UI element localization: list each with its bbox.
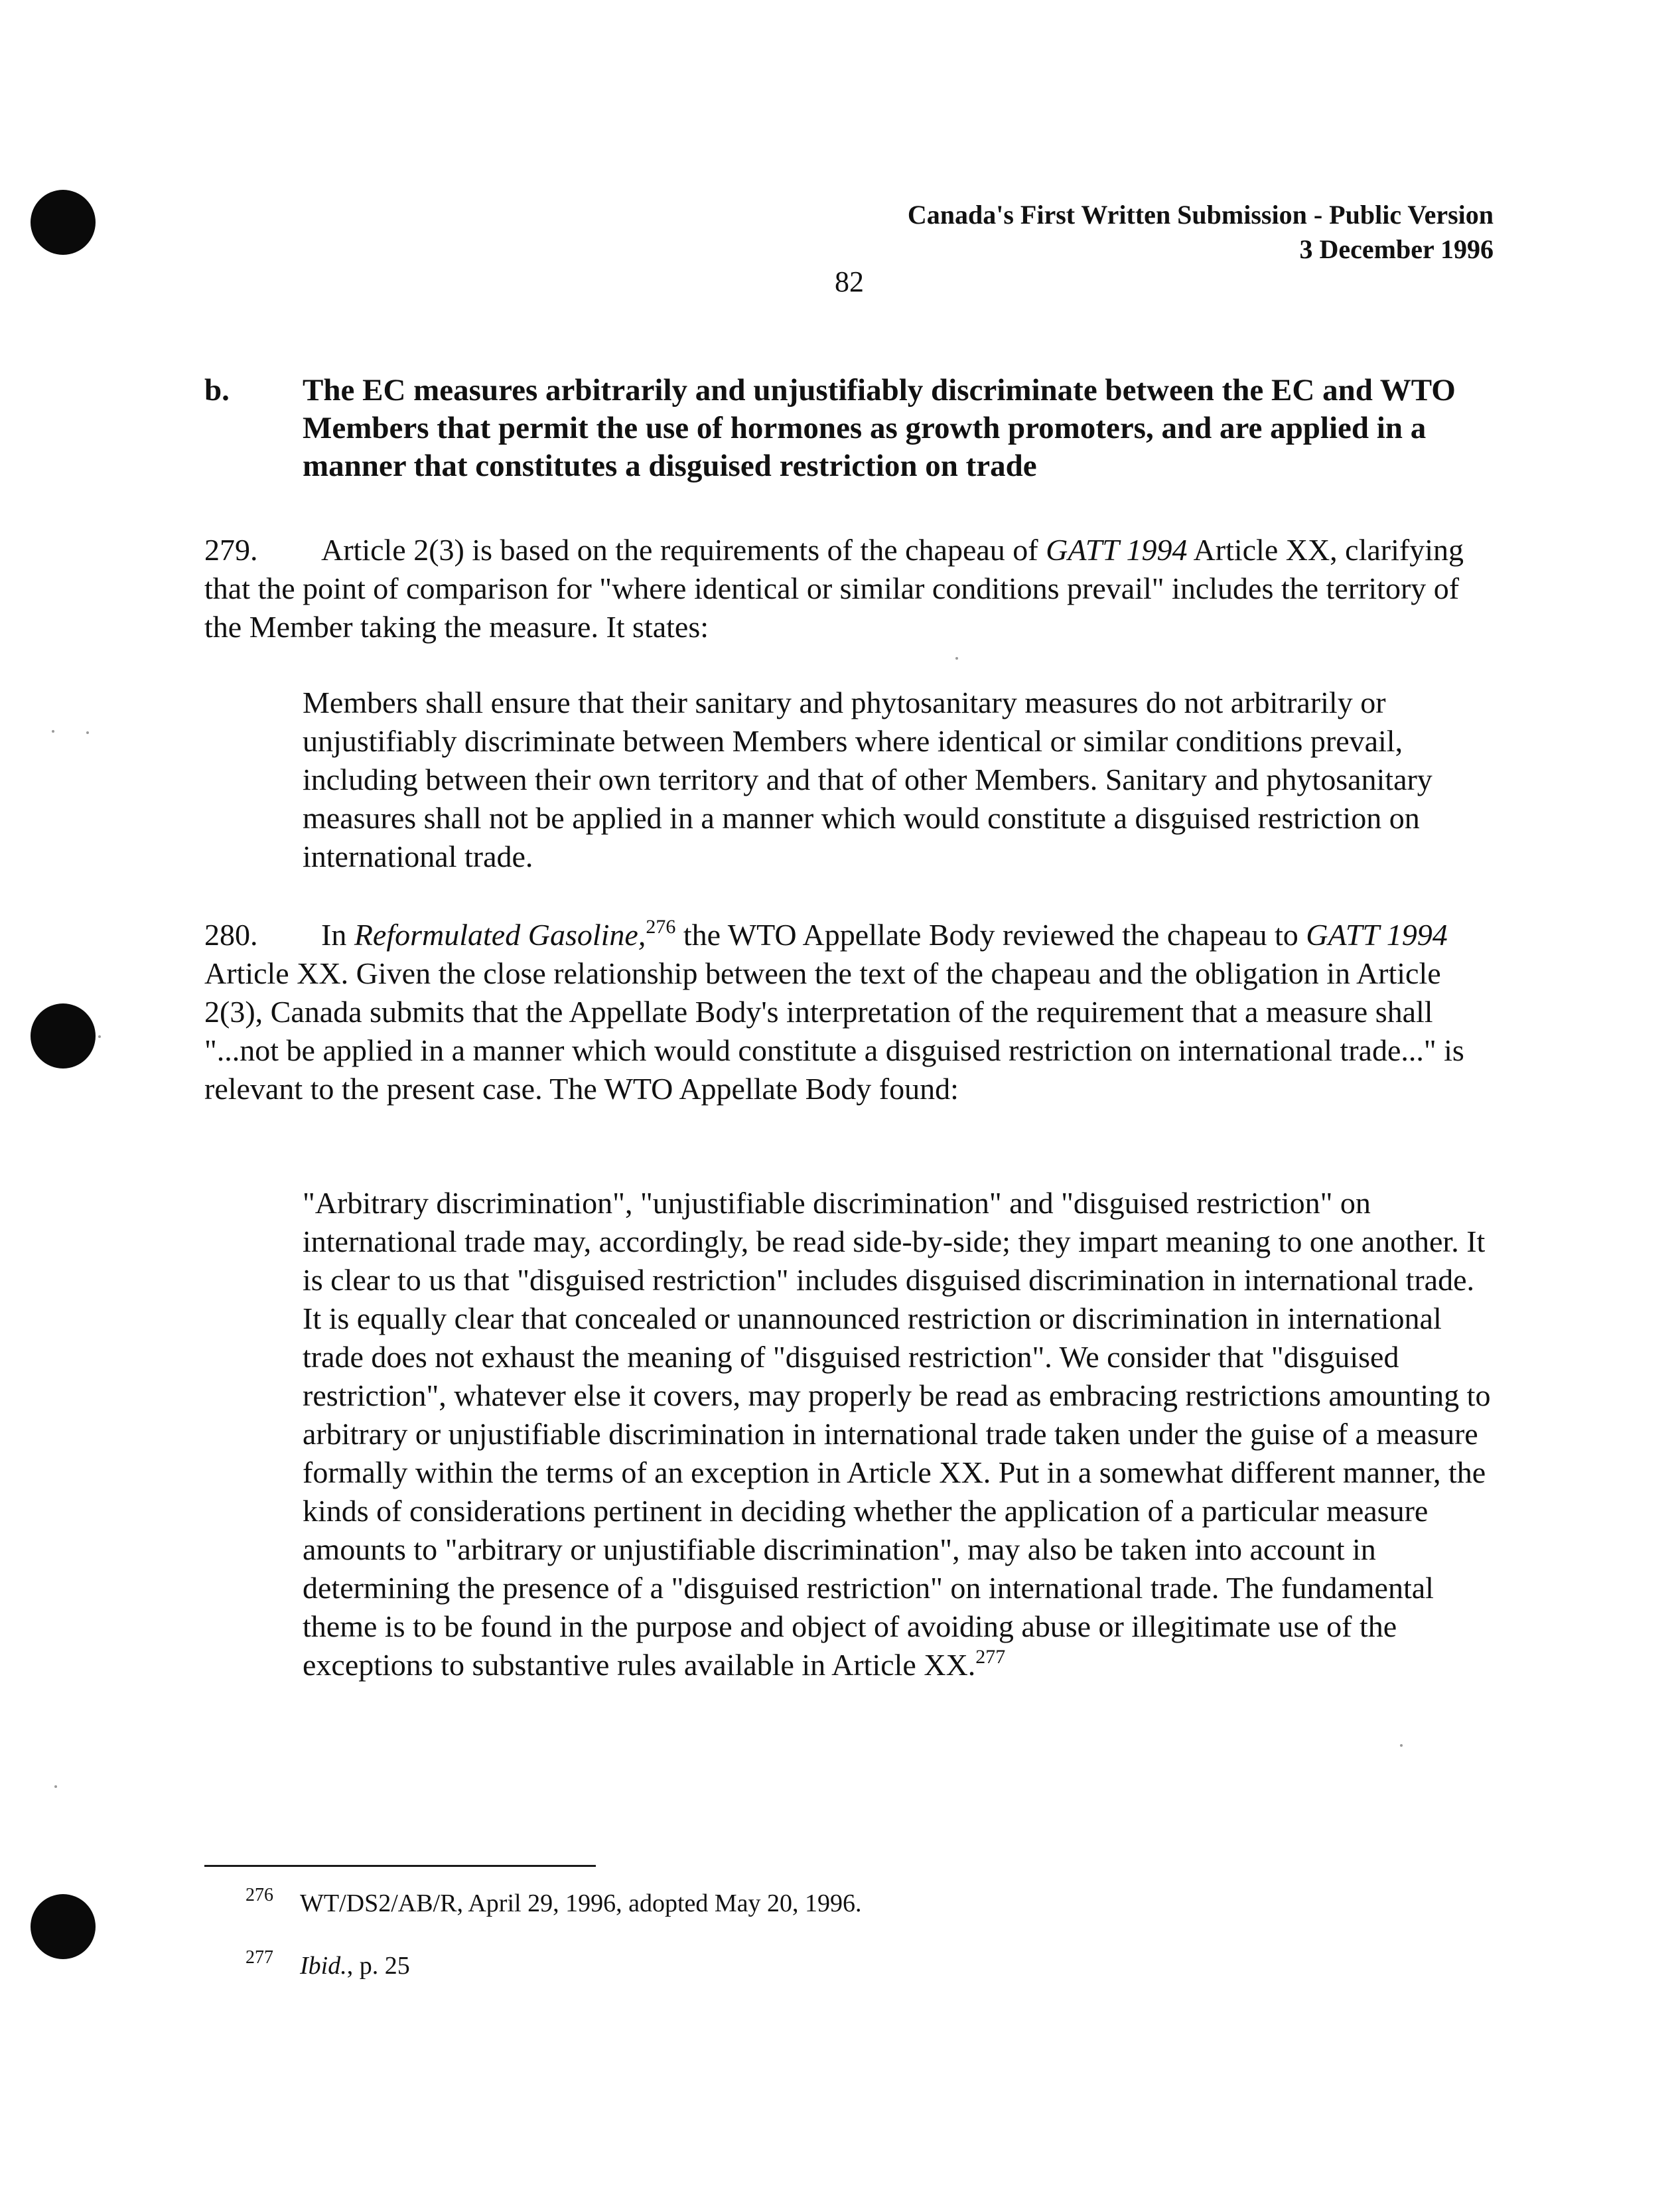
section-marker: b. [204,373,230,407]
scan-speck [54,1785,57,1788]
footnote-italic: Ibid. [300,1952,347,1980]
header-title: Canada's First Written Submission - Public Version [907,200,1494,230]
paragraph-italic: GATT 1994 [1046,533,1188,567]
scan-speck [86,731,89,734]
paragraph-text: the WTO Appellate Body reviewed the chapeau to [675,918,1306,952]
punch-hole [31,1894,96,1959]
scan-speck [52,730,54,733]
paragraph-number: 279. [204,533,258,567]
section-title: The EC measures arbitrarily and unjustifiably discriminate between the EC and WTO Members that permit the use of hormones as growth promoters, and are applied in a manner that constitutes a disguised restriction on trade [303,373,1456,483]
footnote-text: WT/DS2/AB/R, April 29, 1996, adopted May 20, 1996. [300,1889,862,1917]
scan-speck [955,657,958,660]
footnote-marker: 276 [245,1885,273,1905]
punch-hole [31,190,96,255]
paragraph-italic: GATT 1994 [1306,918,1448,952]
block-quote-appellate-body [303,1184,1497,1684]
paragraph-text: Article XX. Given the close relationship between the text of the chapeau and the obligation in Article 2(3), Canada submits that the Appellate Body's interpretation of the requirement that a measure shall "...not be applied in a manner which would constitute a disguised restriction on international trade..." is relevant to the present case. The WTO Appellate Body found: [204,956,1464,1106]
footnote-marker: 277 [245,1947,273,1968]
footnote-divider [204,1865,596,1867]
footnote-citation: , p. 25 [346,1952,410,1980]
case-name: Reformulated Gasoline, [354,918,646,952]
paragraph-280 [204,916,1492,1108]
block-quote-sps: Members shall ensure that their sanitary and phytosanitary measures do not arbitrarily or unjustifiably discriminate between Members where identical or similar conditions prevail, including between their own territory and that of other Members. Sanitary and phytosanitary measures shall not be applied in a manner which would constitute a disguised restriction on international trade. [303,686,1433,873]
paragraph-text: Article XX, clarifying that the point of comparison for "where identical or similar conditions prevail" includes the territory of the Member taking the measure. It states: [204,533,1464,644]
scan-speck [98,1035,101,1038]
header-date: 3 December 1996 [1299,234,1494,264]
running-header [908,198,1494,267]
scan-speck [1400,1744,1403,1747]
footnote-reference[interactable]: 276 [646,916,676,938]
page-number: 82 [835,265,864,298]
paragraph-text: Article 2(3) is based on the requirements of the chapeau of [321,533,1046,567]
footnote-text [300,1950,410,1982]
punch-hole [31,1003,96,1069]
quote-text: "Arbitrary discrimination", "unjustifiable discrimination" and "disguised restriction" on international trade may, accordingly, be read side-by-side; they impart meaning to one another. It is clear to us that "disguised restriction" includes disguised discrimination in international trade. It is equally clear that concealed or unannounced restriction or discrimination in international trade does not exhaust the meaning of "disguised restriction". We consider that "disguised restriction", whatever else it covers, may properly be read as embracing restrictions amounting to arbitrary or unjustifiable discrimination in international trade taken under the guise of a measure formally within the terms of an exception in Article XX. Put in a somewhat different manner, the kinds of considerations pertinent in deciding whether the application of a particular measure amounts to "arbitrary or unjustifiable discrimination", may also be taken into account in determining the presence of a "disguised restriction" on international trade. The fundamental theme is to be found in the purpose and object of avoiding abuse or illegitimate use of the exceptions to substantive rules available in Article XX. [303,1186,1491,1682]
paragraph-number: 280. [204,918,258,952]
paragraph-279 [204,531,1492,646]
footnote-reference[interactable]: 277 [975,1646,1006,1668]
paragraph-text: In [321,918,354,952]
